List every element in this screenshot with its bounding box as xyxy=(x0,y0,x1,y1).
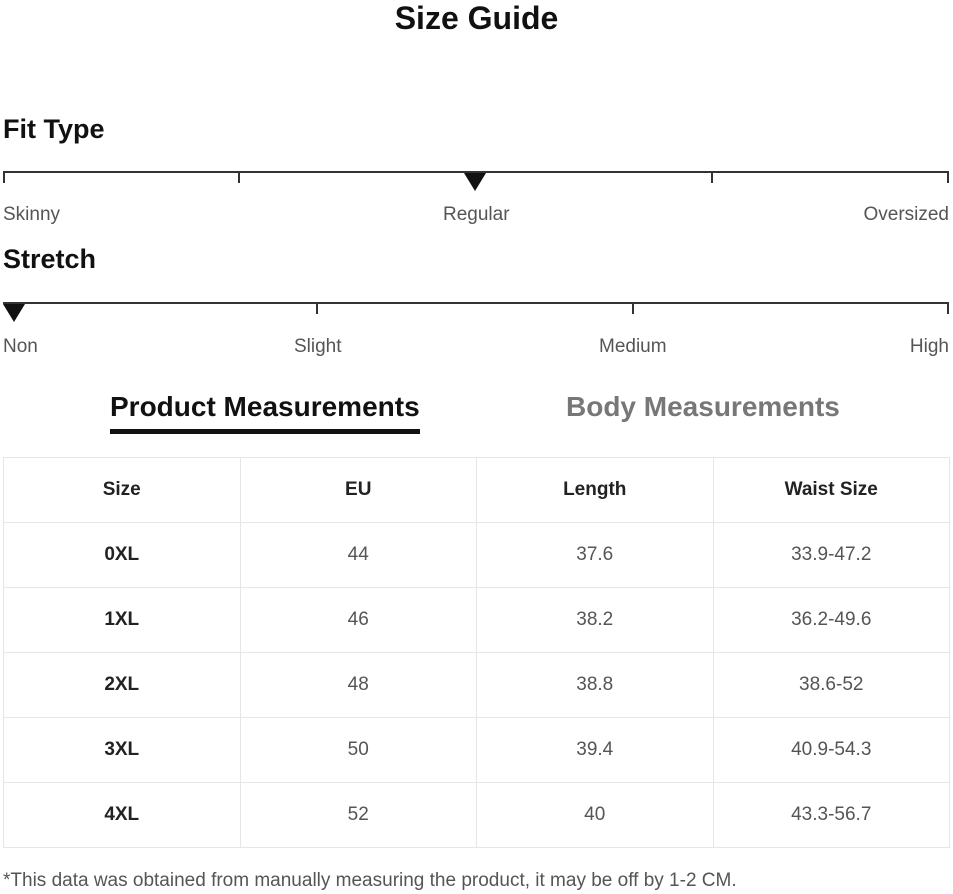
fit-type-scale xyxy=(3,171,949,187)
fit-type-tick xyxy=(947,171,949,183)
fit-type-label-regular: Regular xyxy=(443,204,510,225)
eu-cell: 44 xyxy=(240,523,477,588)
stretch-heading: Stretch xyxy=(3,244,97,274)
fit-type-marker-icon xyxy=(464,173,486,191)
length-cell: 38.2 xyxy=(477,588,714,653)
table-row xyxy=(4,783,950,848)
stretch-tick xyxy=(947,302,949,314)
stretch-labels xyxy=(3,336,949,360)
size-cell: 2XL xyxy=(4,653,241,718)
table-row xyxy=(4,588,950,653)
length-cell: 38.8 xyxy=(477,653,714,718)
table-row xyxy=(4,718,950,783)
tab-body-measurements[interactable]: Body Measurements xyxy=(566,391,840,422)
column-header-size: Size xyxy=(4,458,241,523)
waist-size-cell: 40.9-54.3 xyxy=(713,718,950,783)
column-header-waist-size: Waist Size xyxy=(713,458,950,523)
table-row xyxy=(4,523,950,588)
column-header-length: Length xyxy=(477,458,714,523)
size-cell: 0XL xyxy=(4,523,241,588)
table-row xyxy=(4,653,950,718)
column-header-eu: EU xyxy=(240,458,477,523)
stretch-label-slight: Slight xyxy=(294,336,342,357)
fit-type-label-oversized: Oversized xyxy=(863,204,949,225)
stretch-label-medium: Medium xyxy=(599,336,667,357)
stretch-scale xyxy=(3,302,949,318)
eu-cell: 50 xyxy=(240,718,477,783)
length-cell: 39.4 xyxy=(477,718,714,783)
fit-type-label-skinny: Skinny xyxy=(3,204,61,225)
fit-type-labels xyxy=(3,204,949,228)
size-cell: 3XL xyxy=(4,718,241,783)
length-cell: 37.6 xyxy=(477,523,714,588)
measurement-footnote: *This data was obtained from manually measuring the product, it may be off by 1-2 CM. xyxy=(3,870,737,891)
tab-product-measurements[interactable]: Product Measurements xyxy=(110,391,420,422)
length-cell: 40 xyxy=(477,783,714,848)
waist-size-cell: 36.2-49.6 xyxy=(713,588,950,653)
fit-type-tick xyxy=(238,171,240,183)
eu-cell: 52 xyxy=(240,783,477,848)
size-cell: 4XL xyxy=(4,783,241,848)
waist-size-cell: 38.6-52 xyxy=(713,653,950,718)
stretch-marker-icon xyxy=(3,304,25,322)
waist-size-cell: 43.3-56.7 xyxy=(713,783,950,848)
stretch-label-high: High xyxy=(909,336,949,357)
stretch-tick xyxy=(632,302,634,314)
fit-type-tick xyxy=(711,171,713,183)
stretch-label-non: Non xyxy=(3,336,38,357)
fit-type-heading: Fit Type xyxy=(3,114,105,144)
size-table xyxy=(3,457,950,848)
waist-size-cell: 33.9-47.2 xyxy=(713,523,950,588)
page-title: Size Guide xyxy=(394,0,559,36)
table-header-row xyxy=(4,458,950,523)
eu-cell: 48 xyxy=(240,653,477,718)
size-cell: 1XL xyxy=(4,588,241,653)
fit-type-tick xyxy=(3,171,5,183)
stretch-tick xyxy=(316,302,318,314)
stretch-scale-line xyxy=(3,302,949,304)
eu-cell: 46 xyxy=(240,588,477,653)
